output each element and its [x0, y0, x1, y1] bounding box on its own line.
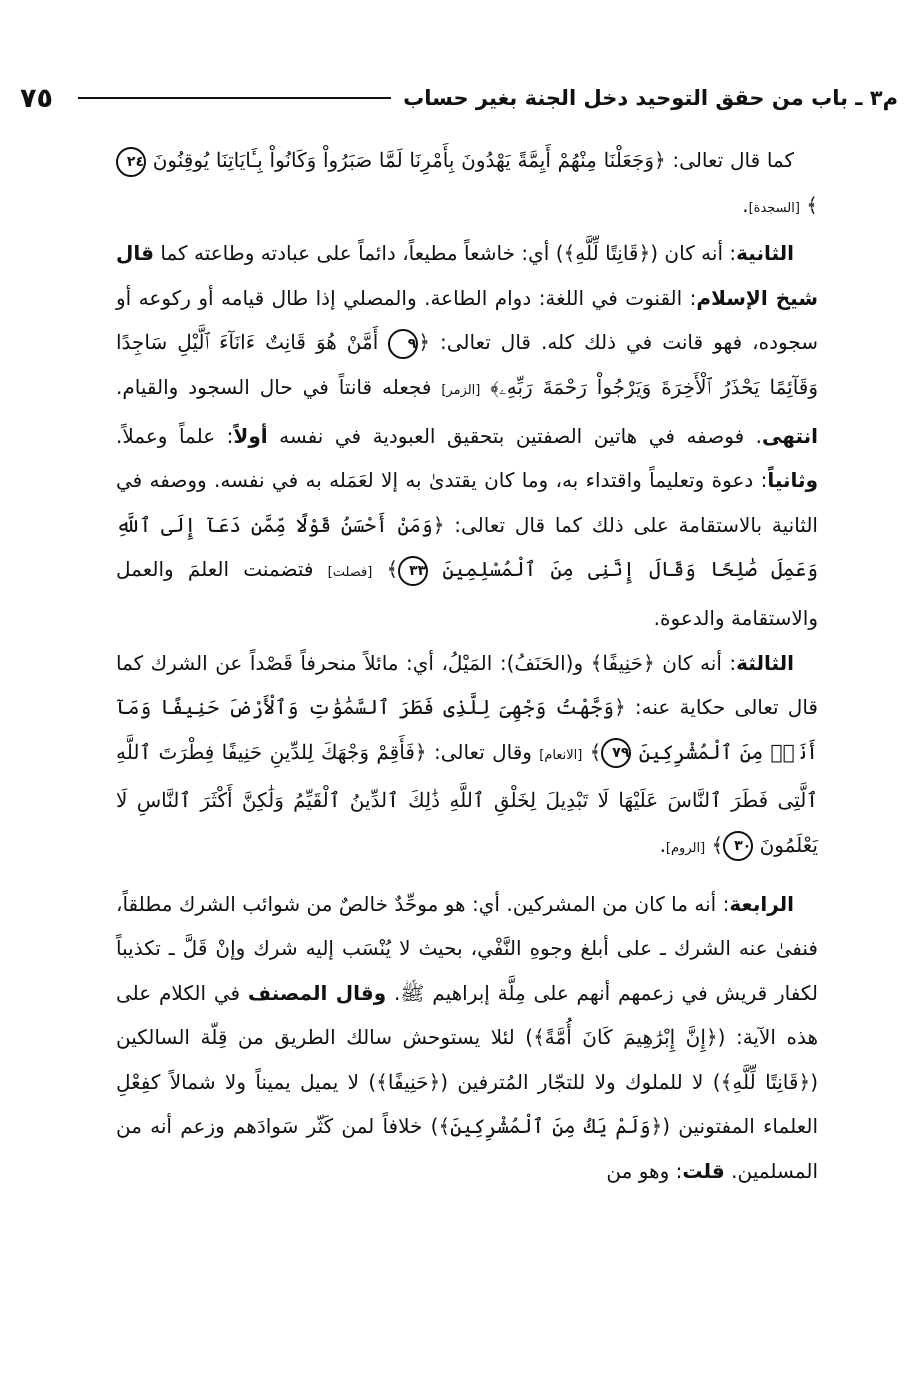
quran-verse: ﴿إِنَّ إِبْرَٰهِيمَ كَانَ أُمَّةً﴾	[533, 1025, 718, 1050]
text: ) لا للملوك ولا للتجّار المُترفين (	[440, 1069, 721, 1094]
paragraph-fourth	[116, 882, 818, 1194]
quran-verse: ﴿حَنِيفًا﴾	[376, 1069, 441, 1094]
quran-verse: أَمَّنْ هُوَ قَانِتٌ ءَانَآءَ ٱلَّيْلِ سَاجِدًا وَقَآئِمًا يَحْذَرُ ٱلْأَخِرَةَ وَيَرْجُواْ رَحْمَةَ رَبِّهِۦ﴾	[116, 330, 819, 399]
text: : القنوت في اللغة: دوام الطاعة. والمصلي إذا طال قيامه أو ركوعه أو سجوده، فهو قانت في ذلك كله. قال تعالى:	[116, 285, 818, 355]
surah-reference: [السجدة]	[748, 200, 800, 216]
text: : وهو من	[606, 1159, 683, 1184]
bold-phrase: وقال المصنف	[247, 980, 387, 1005]
text: و(الحَنَفُ): المَيْلُ، أي: مائلاً منحرفاً قَصْداً عن الشرك كما قال تعالى حكاية عنه:	[116, 650, 818, 720]
chapter-title: م٣ ـ باب من حقق التوحيد دخل الجنة بغير حساب	[403, 86, 898, 110]
text: : أنه كان	[654, 650, 737, 675]
surah-reference: [الروم]	[665, 840, 706, 856]
text: ) أي: خاشعاً مطيعاً، دائماً على عبادته وطاعته كما	[153, 241, 564, 266]
text: ) لا يميل يميناً ولا شمالاً كفِعْلِ العلماء المفتونين (	[116, 1069, 819, 1139]
text: فتضمنت العلمَ والعمل والاستقامة والدعوة.	[116, 557, 818, 630]
text: وقال تعالى:	[426, 739, 540, 764]
text: : دعوة وتعليماً واقتداء به، وما كان يقتدىٰ به إلا لعَمَله به في نفسه. ووصفه في الثانية بالاستقامة على ذلك كما قال تعالى:	[116, 468, 818, 537]
bold-phrase: أولاً	[233, 423, 268, 448]
body-text	[116, 138, 818, 1194]
quran-bracket: ﴾	[711, 832, 724, 857]
bold-phrase: وثانياً	[767, 468, 818, 493]
quran-verse: ﴿وَجَعَلْنَا مِنْهُمْ أَيِمَّةً يَهْدُونَ بِأَمْرِنَا لَمَّا صَبَرُواْ وَكَانُواْ بِـَٔايَاتِنَا يُوقِنُونَ	[152, 148, 666, 172]
surah-reference: [فصلت]	[327, 565, 373, 581]
text: : علماً وعملاً.	[116, 423, 234, 448]
text: فجعله قانتاً في حال السجود والقيام.	[116, 374, 442, 399]
bold-phrase: انتهى	[762, 423, 819, 448]
bold-phrase: قلت	[682, 1159, 725, 1184]
text: . فوصفه في هاتين الصفتين بتحقيق العبودية في نفسه	[267, 423, 763, 448]
quran-bracket: ﴾	[806, 192, 818, 217]
quran-verse: ﴿وَمَنْ أَحْسَنُ قَوْلًا مِّمَّن دَعَآ إِلَى ٱللَّهِ وَعَمِلَ صَٰلِحًا وَقَالَ إِنَّنِى مِنَ ٱلْمُسْلِمِينَ	[116, 512, 819, 582]
paragraph-third	[116, 641, 818, 872]
text: كما قال تعالى:	[665, 148, 795, 172]
quran-verse: ﴿قَانِتًا لِّلَّهِ﴾	[720, 1069, 811, 1094]
running-header	[20, 78, 898, 118]
surah-reference: [الانعام]	[539, 747, 583, 763]
page-number: ٧٥	[20, 82, 53, 114]
text: .	[742, 192, 749, 217]
header-rule	[78, 97, 391, 99]
text: .	[659, 832, 666, 857]
paragraph-intro	[116, 138, 818, 231]
quran-bracket: ﴾	[386, 557, 399, 582]
quran-verse: ﴿قَانِتًا لِّلَّهِ﴾	[563, 241, 651, 266]
text: : أنه ما كان من المشركين. أي: هو موحِّدٌ خالصٌ من شوائب الشرك مطلقاً، فنفىٰ عنه الشرك ـ على أبلغ وجوهِ النَّفْي، بحيث لا يُنْسَب إليه شرك وإنْ قَلَّ ـ تكذيباً لكفار قريش في زعمهم أنهم على مِلَّة إبراهيم ﷺ.	[116, 891, 818, 1005]
bold-phrase: قال شيخ الإسلام	[116, 241, 819, 310]
ayah-number-marker: ٩	[388, 329, 418, 359]
quran-bracket: ﴿	[418, 330, 431, 355]
surah-reference: [الزمر]	[441, 382, 481, 398]
section-lead: الثالثة	[736, 650, 794, 675]
quran-verse: ﴿وَجَّهْتُ وَجْهِىَ لِلَّذِى فَطَرَ ٱلسَّمَٰوَٰتِ وَٱلْأَرْضَ حَنِيفًا وَمَآ أَنَا۠ مِنَ ٱلْمُشْرِكِينَ	[116, 695, 819, 764]
paragraph-second	[116, 231, 818, 640]
text: ) لئلا يستوحش سالك الطريق من قِلّة السالكين (	[116, 1025, 818, 1094]
quran-bracket: ﴾	[589, 739, 602, 764]
text: ) خلافاً لمن كَثّر سَوادَهم وزعم أنه من المسلمين.	[116, 1114, 818, 1184]
section-lead: الثانية	[736, 241, 795, 266]
quran-verse: ﴿فَأَقِمْ وَجْهَكَ لِلدِّينِ حَنِيفًا فِطْرَتَ ٱللَّهِ ٱلَّتِى فَطَرَ ٱلنَّاسَ عَلَيْهَا لَا تَبْدِيلَ لِخَلْقِ ٱللَّهِ ذَٰلِكَ ٱلدِّينُ ٱلْقَيِّمُ وَلَٰكِنَّ أَكْثَرَ ٱلنَّاسِ لَا يَعْلَمُونَ	[116, 739, 818, 857]
text: : أنه كان (	[650, 241, 737, 266]
section-lead: الرابعة	[729, 891, 794, 916]
ayah-number-marker: ٣٠	[723, 831, 753, 861]
quran-verse: ﴿حَنِيفًا﴾	[590, 650, 655, 675]
ayah-number-marker: ٧٩	[601, 738, 631, 768]
text: في الكلام على هذه الآية: (	[116, 980, 819, 1050]
ayah-number-marker: ٢٤	[116, 147, 146, 177]
ayah-number-marker: ٣٣	[398, 556, 428, 586]
quran-verse: ﴿وَلَمْ يَكُ مِنَ ٱلْمُشْرِكِينَ﴾	[438, 1114, 663, 1139]
